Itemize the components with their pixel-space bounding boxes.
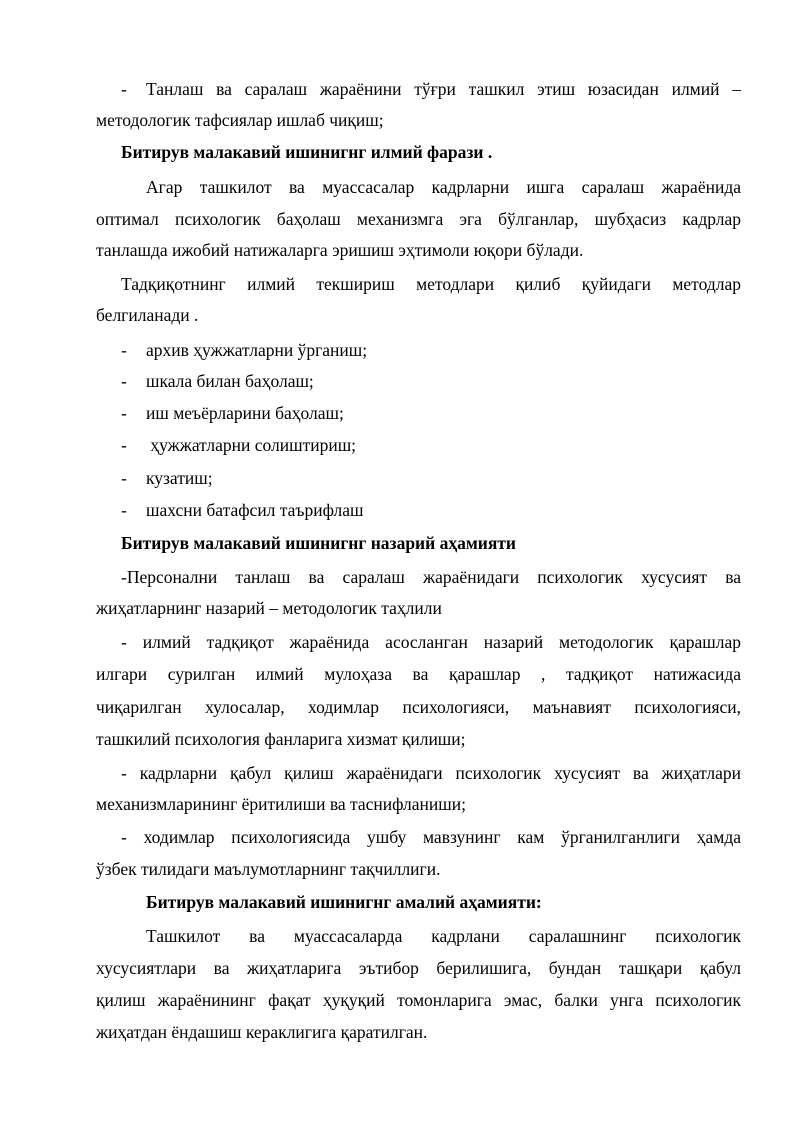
dash-marker: - — [121, 79, 127, 99]
paragraph-line: методологик тафсиялар ишлаб чиқиш; — [96, 110, 384, 130]
paragraph-line: оптимал психологик баҳолаш механизмга эга бўлганлар, шубҳасиз кадрлар — [96, 209, 741, 229]
paragraph-line: хусусиятлари ва жиҳатларига эътибор берилишига, бундан ташқари қабул — [96, 958, 741, 978]
list-item: шкала билан баҳолаш; — [146, 371, 314, 391]
dash-marker: - — [121, 340, 127, 360]
paragraph-line: Танлаш ва саралаш жараёнини тўғри ташкил этиш юзасидан илмий – — [146, 79, 741, 99]
paragraph-line: Тадқиқотнинг илмий текшириш методлари қилиб қуйидаги методлар — [121, 274, 741, 294]
list-item: архив ҳужжатларни ўрганиш; — [146, 340, 368, 360]
paragraph-line: ташкилий психология фанларига хизмат қилиши; — [96, 729, 466, 749]
list-item: иш меъёрларини баҳолаш; — [146, 403, 344, 423]
dash-marker: - — [121, 371, 127, 391]
paragraph-line: ўзбек тилидаги маълумотларнинг тақчиллиги. — [96, 859, 441, 879]
paragraph-line: - илмий тадқиқот жараёнида асосланган назарий методологик қарашлар — [121, 632, 741, 652]
paragraph-line: -Персонални танлаш ва саралаш жараёнидаги психологик хусусият ва — [121, 567, 741, 587]
section-heading-hypothesis: Битирув малакавий ишинигнг илмий фарази . — [121, 142, 493, 162]
dash-marker: - — [121, 403, 127, 423]
paragraph-line: Агар ташкилот ва муассасалар кадрларни ишга саралаш жараёнида — [146, 177, 741, 197]
list-item: ҳужжатларни солиштириш; — [146, 435, 357, 455]
paragraph-line: - ходимлар психологиясида ушбу мавзунинг кам ўрганилганлиги ҳамда — [121, 827, 741, 847]
dash-marker: - — [121, 500, 127, 520]
dash-marker: - — [121, 468, 127, 488]
paragraph-line: чиқарилган хулосалар, ходимлар психологияси, маънавият психологияси, — [96, 697, 741, 717]
section-heading-practical: Битирув малакавий ишинигнг амалий аҳамияти: — [146, 892, 542, 912]
section-heading-theoretical: Битирув малакавий ишинигнг назарий аҳамияти — [121, 533, 516, 553]
paragraph-line: Ташкилот ва муассасаларда кадрлани саралашнинг психологик — [146, 926, 741, 946]
dash-marker: - — [121, 435, 127, 455]
paragraph-line: қилиш жараёнининг фақат ҳуқуқий томонларига эмас, балки унга психологик — [96, 990, 741, 1010]
paragraph-line: жиҳатларнинг назарий – методологик таҳлили — [96, 598, 442, 618]
paragraph-line: белгиланади . — [96, 305, 199, 325]
paragraph-line: жиҳатдан ёндашиш кераклигига қаратилган. — [96, 1022, 428, 1042]
paragraph-line: - кадрларни қабул қилиш жараёнидаги психологик хусусият ва жиҳатлари — [121, 763, 741, 783]
list-item: шахсни батафсил таърифлаш — [146, 500, 364, 520]
paragraph-line: танлашда ижобий натижаларга эришиш эҳтимоли юқори бўлади. — [96, 240, 584, 260]
paragraph-line: илгари сурилган илмий мулоҳаза ва қарашлар , тадқиқот натижасида — [96, 664, 741, 684]
list-item: кузатиш; — [146, 468, 213, 488]
paragraph-line: механизмларининг ёритилиши ва таснифланиши; — [96, 794, 466, 814]
